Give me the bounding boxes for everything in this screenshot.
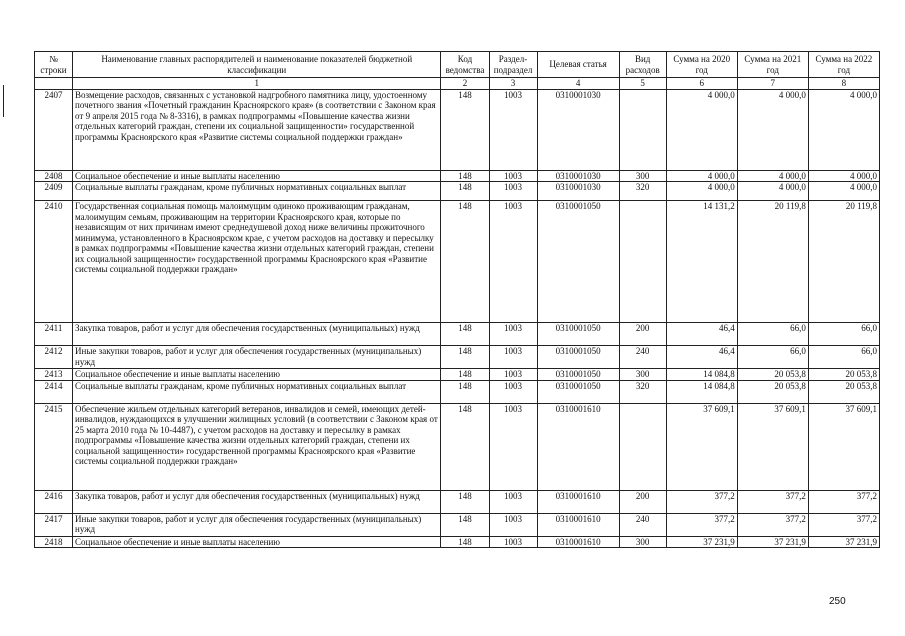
header-target: Целевая статья [537,52,619,78]
table-row [35,403,880,490]
table-row [35,536,880,548]
row-sum-2021: 20 053,8 [737,369,808,381]
row-dept-code: 148 [441,536,489,548]
row-sum-2022: 4 000,0 [808,170,879,182]
row-name: Возмещение расходов, связанных с установкой надгробного памятника лицу, удостоенному почетного звания «Почетный гражданин Красноярского края» (в соответствии с Законом края от 9 апреля 2015 года № 8-3316), в рамках подпрограммы «Повышение качества жизни отдельных категорий граждан, степени их социальной защищенности» государственной программы Красноярского края «Развитие системы социальной поддержки граждан» [73,89,441,170]
row-sum-2020: 14 084,8 [666,380,737,403]
row-expense-type: 320 [619,182,666,201]
row-section: 1003 [489,201,537,323]
row-sum-2022: 4 000,0 [808,182,879,201]
row-expense-type: 200 [619,490,666,513]
header-sum-2020: Сумма на 2020 год [666,52,737,78]
row-sum-2020: 14 084,8 [666,369,737,381]
row-dept-code: 148 [441,403,489,490]
row-sum-2022: 37 609,1 [808,403,879,490]
row-expense-type: 240 [619,513,666,536]
row-sum-2021: 377,2 [737,513,808,536]
column-number: 8 [808,78,879,90]
row-sum-2021: 37 231,9 [737,536,808,548]
row-sum-2022: 4 000,0 [808,89,879,170]
table-row [35,323,880,346]
row-expense-type: 300 [619,369,666,381]
column-number: 3 [489,78,537,90]
row-target-article: 0310001050 [537,380,619,403]
row-name: Социальное обеспечение и иные выплаты населению [73,170,441,182]
row-name: Социальное обеспечение и иные выплаты населению [73,369,441,381]
row-name: Иные закупки товаров, работ и услуг для обеспечения государственных (муниципальных) нужд [73,513,441,536]
row-number: 2407 [35,89,73,170]
row-expense-type: 300 [619,170,666,182]
row-sum-2021: 4 000,0 [737,89,808,170]
column-numbers-row [35,78,880,90]
row-section: 1003 [489,513,537,536]
row-section: 1003 [489,170,537,182]
row-target-article: 0310001030 [537,182,619,201]
row-target-article: 0310001050 [537,369,619,381]
row-name: Обеспечение жильем отдельных категорий ветеранов, инвалидов и семей, имеющих детей-инвалидов, нуждающихся в улучшении жилищных условий (в соответствии с Законом края от 25 марта 2010 года № 10-4487), с учетом расходов на доставку и пересылку в рамках подпрограммы «Повышение качества жизни отдельных категорий граждан, степени их социальной защищенности» государственной программы Красноярского края «Развитие системы социальной поддержки граждан» [73,403,441,490]
row-expense-type [619,201,666,323]
header-sum-2021: Сумма на 2021 год [737,52,808,78]
row-sum-2020: 37 231,9 [666,536,737,548]
column-number [35,78,73,90]
row-target-article: 0310001030 [537,89,619,170]
row-dept-code: 148 [441,323,489,346]
column-number: 7 [737,78,808,90]
row-number: 2410 [35,201,73,323]
header-code: Код ведомства [441,52,489,78]
row-section: 1003 [489,403,537,490]
row-sum-2021: 20 053,8 [737,380,808,403]
row-sum-2020: 4 000,0 [666,182,737,201]
row-target-article: 0310001610 [537,403,619,490]
row-sum-2021: 4 000,0 [737,182,808,201]
page-number: 250 [829,596,846,607]
row-dept-code: 148 [441,170,489,182]
row-section: 1003 [489,369,537,381]
row-number: 2413 [35,369,73,381]
row-name: Закупка товаров, работ и услуг для обеспечения государственных (муниципальных) нужд [73,490,441,513]
column-number: 6 [666,78,737,90]
budget-table [34,51,880,548]
row-sum-2022: 66,0 [808,323,879,346]
table-row [35,346,880,369]
row-name: Социальное обеспечение и иные выплаты населению [73,536,441,548]
header-sum-2022: Сумма на 2022 год [808,52,879,78]
row-expense-type: 300 [619,536,666,548]
row-sum-2021: 377,2 [737,490,808,513]
row-section: 1003 [489,536,537,548]
table-row [35,89,880,170]
column-number: 1 [73,78,441,90]
row-sum-2021: 66,0 [737,323,808,346]
row-sum-2021: 4 000,0 [737,170,808,182]
row-number: 2408 [35,170,73,182]
header-section: Раздел-подраздел [489,52,537,78]
table-row [35,490,880,513]
row-sum-2021: 66,0 [737,346,808,369]
row-number: 2416 [35,490,73,513]
row-expense-type: 320 [619,380,666,403]
table-row [35,182,880,201]
row-expense-type: 200 [619,323,666,346]
row-dept-code: 148 [441,201,489,323]
row-name: Социальные выплаты гражданам, кроме публичных нормативных социальных выплат [73,380,441,403]
row-sum-2022: 20 053,8 [808,369,879,381]
row-sum-2020: 46,4 [666,346,737,369]
row-dept-code: 148 [441,380,489,403]
row-number: 2418 [35,536,73,548]
row-target-article: 0310001050 [537,346,619,369]
table-header-row [35,52,880,78]
row-name: Государственная социальная помощь малоимущим одиноко проживающим гражданам, малоимущим семьям, проживающим на территории Красноярского края, которые по независящим от них причинам имеют среднедушевой доход ниже величины прожиточного минимума, установленного в Красноярском крае, с учетом расходов на доставку и пересылку в рамках подпрограммы «Повышение качества жизни отдельных категорий граждан, степени их социальной защищенности» государственной программы Красноярского края «Развитие системы социальной поддержки граждан» [73,201,441,323]
row-number: 2415 [35,403,73,490]
header-num: № строки [35,52,73,78]
row-dept-code: 148 [441,490,489,513]
row-dept-code: 148 [441,182,489,201]
row-expense-type [619,89,666,170]
row-section: 1003 [489,182,537,201]
row-sum-2022: 377,2 [808,513,879,536]
row-number: 2412 [35,346,73,369]
table-body [35,89,880,548]
header-type: Вид расходов [619,52,666,78]
margin-mark [3,85,4,117]
row-sum-2020: 37 609,1 [666,403,737,490]
row-dept-code: 148 [441,346,489,369]
row-section: 1003 [489,380,537,403]
row-sum-2021: 37 609,1 [737,403,808,490]
row-sum-2022: 20 053,8 [808,380,879,403]
row-target-article: 0310001050 [537,323,619,346]
row-number: 2414 [35,380,73,403]
table-row [35,201,880,323]
row-sum-2022: 37 231,9 [808,536,879,548]
row-sum-2020: 4 000,0 [666,89,737,170]
row-target-article: 0310001050 [537,201,619,323]
row-sum-2022: 377,2 [808,490,879,513]
table-row [35,369,880,381]
row-number: 2411 [35,323,73,346]
row-target-article: 0310001610 [537,513,619,536]
row-number: 2409 [35,182,73,201]
row-dept-code: 148 [441,89,489,170]
column-number: 5 [619,78,666,90]
table-row [35,513,880,536]
row-expense-type: 240 [619,346,666,369]
table-row [35,170,880,182]
row-sum-2022: 66,0 [808,346,879,369]
row-section: 1003 [489,346,537,369]
row-target-article: 0310001610 [537,490,619,513]
row-sum-2021: 20 119,8 [737,201,808,323]
row-expense-type [619,403,666,490]
row-section: 1003 [489,89,537,170]
row-sum-2020: 14 131,2 [666,201,737,323]
row-target-article: 0310001610 [537,536,619,548]
row-sum-2020: 377,2 [666,490,737,513]
row-target-article: 0310001030 [537,170,619,182]
row-number: 2417 [35,513,73,536]
row-section: 1003 [489,323,537,346]
row-sum-2022: 20 119,8 [808,201,879,323]
table-row [35,380,880,403]
row-sum-2020: 377,2 [666,513,737,536]
row-dept-code: 148 [441,369,489,381]
row-name: Закупка товаров, работ и услуг для обеспечения государственных (муниципальных) нужд [73,323,441,346]
row-sum-2020: 46,4 [666,323,737,346]
row-name: Социальные выплаты гражданам, кроме публичных нормативных социальных выплат [73,182,441,201]
row-dept-code: 148 [441,513,489,536]
row-sum-2020: 4 000,0 [666,170,737,182]
row-section: 1003 [489,490,537,513]
header-name: Наименование главных распорядителей и наименование показателей бюджетной классификации [73,52,441,78]
column-number: 4 [537,78,619,90]
row-name: Иные закупки товаров, работ и услуг для обеспечения государственных (муниципальных) нужд [73,346,441,369]
column-number: 2 [441,78,489,90]
